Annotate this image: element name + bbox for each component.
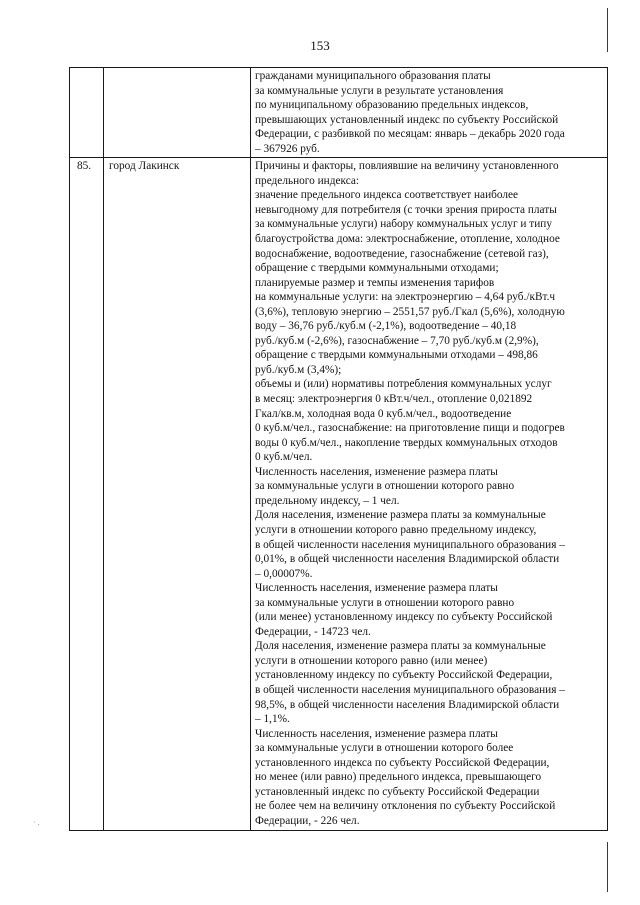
municipality-cell-empty — [104, 68, 251, 158]
municipal-index-table — [69, 67, 608, 831]
text-line: планируемые размер и темпы изменения тарифов — [255, 276, 495, 289]
text-line: по муниципальному образованию предельных индексов, — [255, 99, 529, 112]
text-line: Численность населения, изменение размера платы — [255, 582, 498, 595]
text-line: 98,5%, в общей численности населения Владимирской области — [255, 698, 560, 711]
text-line: за коммунальные услуги в отношении которого равно — [255, 480, 515, 493]
text-line: благоустройства дома: электроснабжение, отопление, холодное — [255, 233, 560, 246]
text-line: невыгодному для потребителя (с точки зрения прироста платы — [255, 203, 557, 216]
table-row-continuation — [70, 68, 608, 158]
text-line: воды 0 куб.м/чел., накопление твердых коммунальных отходов — [255, 436, 558, 449]
text-line: значение предельного индекса соответствует наиболее — [255, 189, 519, 202]
text-line: руб./куб.м (-2,6%), газоснабжение – 7,70 руб./куб.м (2,9%), — [255, 334, 539, 347]
text-line: воду – 36,76 руб./куб.м (-2,1%), водоотведение – 40,18 — [255, 320, 517, 333]
description-cell-continuation — [251, 68, 608, 158]
text-line: услуги в отношении которого равно предельному индексу, — [255, 523, 537, 536]
municipality-name: город Лакинск — [104, 158, 251, 831]
text-line: установленного индекса по субъекту Российской Федерации, — [255, 756, 550, 769]
text-line: но менее (или равно) предельного индекса, превышающего — [255, 771, 542, 784]
text-line: Федерации, - 226 чел. — [255, 814, 360, 827]
text-line: не более чем на величину отклонения по субъекту Российской — [255, 800, 556, 813]
margin-mark — [607, 842, 608, 892]
text-line: (3,6%), тепловую энергию – 2551,57 руб./Гкал (5,6%), холодную — [255, 305, 565, 318]
text-line: Гкал/кв.м, холодная вода 0 куб.м/чел., водоотведение — [255, 407, 512, 420]
text-line: в общей численности населения муниципального образования – — [255, 538, 565, 551]
text-line: гражданами муниципального образования платы — [255, 70, 491, 82]
text-line: Федерации, - 14723 чел. — [255, 625, 371, 638]
text-line: 0 куб.м/чел., газоснабжение: на приготовление пищи и подогрев — [255, 422, 565, 435]
text-line: за коммунальные услуги в отношении которого более — [255, 742, 514, 755]
text-line: Доля населения, изменение размера платы за коммунальные — [255, 640, 546, 653]
text-line: за коммунальные услуги в результате установления — [255, 84, 504, 97]
text-line: превышающих установленный индекс по субъекту Российской — [255, 113, 559, 126]
description-cell — [251, 158, 608, 831]
text-line: – 367926 руб. — [255, 142, 320, 155]
text-line: Численность населения, изменение размера платы — [255, 465, 498, 478]
text-line: в общей численности населения муниципального образования – — [255, 683, 565, 696]
text-line: за коммунальные услуги в отношении которого равно — [255, 596, 515, 609]
text-line: обращение с твердыми коммунальными отходами – 498,86 — [255, 349, 538, 362]
text-line: – 0,00007%. — [255, 567, 313, 580]
text-line: установленному индексу по субъекту Российской Федерации, — [255, 669, 553, 682]
number-cell-empty — [70, 68, 104, 158]
text-line: за коммунальные услуги) набору коммунальных услуг и типу — [255, 218, 552, 231]
page-number: 153 — [310, 38, 330, 53]
text-line: Причины и факторы, повлиявшие на величину установленного — [255, 160, 559, 173]
text-line: обращение с твердыми коммунальными отходами; — [255, 262, 499, 275]
text-line: установленный индекс по субъекту Российской Федерации — [255, 785, 540, 798]
text-line: 0,01%, в общей численности населения Владимирской области — [255, 553, 560, 566]
text-line: в месяц: электроэнергия 0 кВт.ч/чел., отопление 0,021892 — [255, 393, 533, 406]
text-line: Численность населения, изменение размера платы — [255, 727, 498, 740]
text-line: руб./куб.м (3,4%); — [255, 363, 342, 376]
text-line: услуги в отношении которого равно (или менее) — [255, 654, 488, 667]
text-line: на коммунальные услуги: на электроэнергию – 4,64 руб./кВт.ч — [255, 291, 556, 304]
text-line: (или менее) установленному индексу по субъекту Российской — [255, 611, 553, 624]
margin-mark — [607, 8, 608, 52]
margin-speck: · . — [33, 818, 40, 827]
text-line: Доля населения, изменение размера платы за коммунальные — [255, 509, 546, 522]
table-row-85 — [70, 158, 608, 831]
row-number: 85. — [70, 158, 104, 831]
text-line: – 1,1%. — [255, 713, 290, 726]
text-line: Федерации, с разбивкой по месяцам: январь – декабрь 2020 года — [255, 128, 565, 141]
text-line: объемы и (или) нормативы потребления коммунальных услуг — [255, 378, 552, 391]
text-line: предельного индекса: — [255, 174, 359, 187]
text-line: предельному индексу, – 1 чел. — [255, 494, 400, 507]
text-line: водоснабжение, водоотведение, газоснабжение (сетевой газ), — [255, 247, 549, 260]
text-line: 0 куб.м/чел. — [255, 451, 313, 464]
